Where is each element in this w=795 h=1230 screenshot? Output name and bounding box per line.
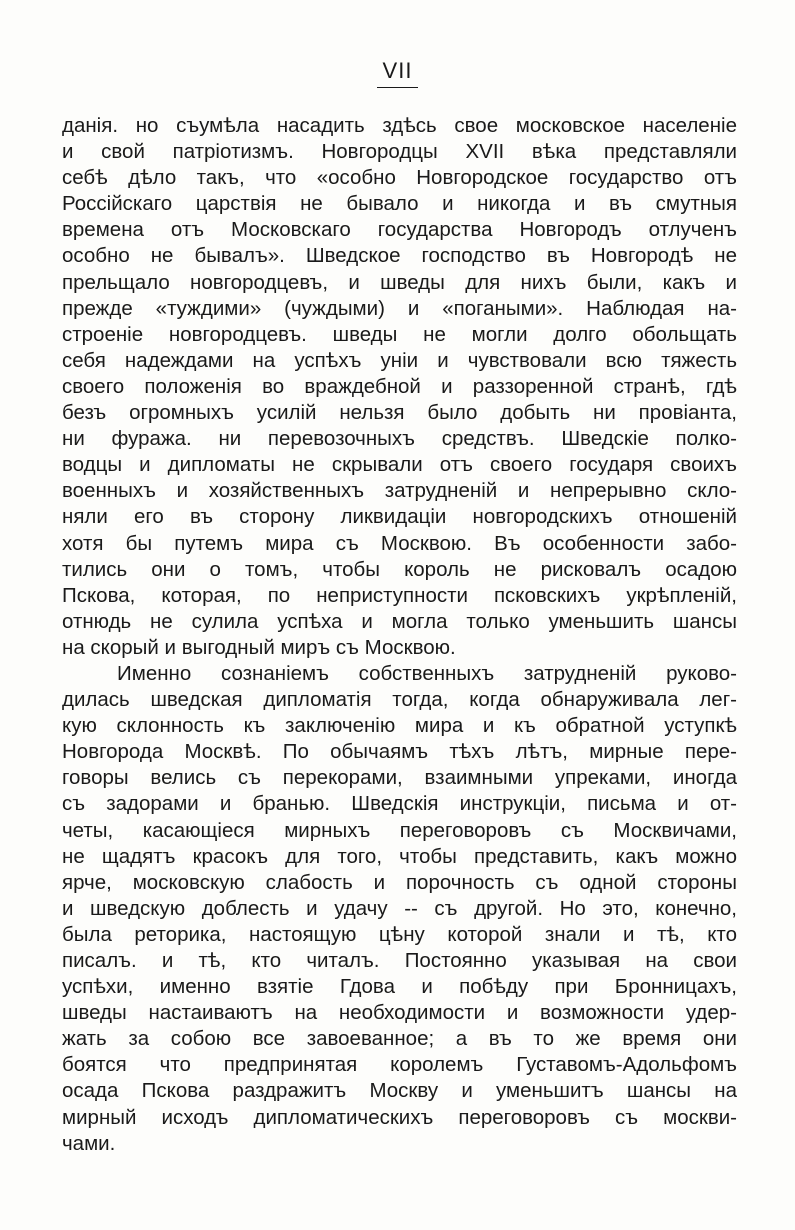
text-line: Именно сознаніемъ собственныхъ затрудненій руково- — [117, 661, 737, 685]
text-line: на скорый и выгодный миръ съ Москвою. — [62, 635, 456, 659]
text-line: мирный исходъ дипломатическихъ переговоровъ съ москви- — [62, 1105, 737, 1129]
text-line: няли его въ сторону ликвидаціи новгородскихъ отношеній — [62, 505, 737, 529]
text-line: безъ огромныхъ усилій нельзя было добыть ни провіанта, — [62, 401, 737, 425]
text-line: себя надеждами на успѣхъ уніи и чувствовали всю тяжесть — [62, 348, 737, 372]
text-line: особно не бывалъ». Шведское господство въ Новгородѣ не — [62, 244, 737, 268]
page-number-label: VII — [377, 58, 419, 88]
body-text — [62, 113, 737, 1157]
text-line: прельщало новгородцевъ, и шведы для нихъ были, какъ и — [62, 270, 737, 294]
text-line: ярче, московскую слабость и порочность съ одной стороны — [62, 870, 737, 894]
text-line: дилась шведская дипломатія тогда, когда обнаруживала лег- — [62, 688, 737, 712]
text-line: кую склонность къ заключенію мира и къ обратной уступкѣ — [62, 714, 737, 738]
text-line: осада Пскова раздражитъ Москву и уменьшитъ шансы на — [62, 1079, 737, 1103]
text-line: и свой патріотизмъ. Новгородцы XVII вѣка представляли — [62, 140, 737, 164]
text-line: строеніе новгородцевъ. шведы не могли долго обольщать — [62, 322, 737, 346]
text-line: себѣ дѣло такъ, что «особно Новгородское государство отъ — [62, 166, 737, 190]
text-line: съ задорами и бранью. Шведскія инструкціи, письма и от- — [62, 792, 737, 816]
text-line: времена отъ Московскаго государства Новгородъ отлученъ — [62, 218, 737, 242]
text-line: и шведскую доблесть и удачу -- съ другой. Но это, конечно, — [62, 896, 737, 920]
text-line: Новгорода Москвѣ. По обычаямъ тѣхъ лѣтъ, мирные пере- — [62, 740, 737, 764]
text-line: ни фуража. ни перевозочныхъ средствъ. Шведскіе полко- — [62, 427, 737, 451]
text-line: жать за собою все завоеванное; а въ то же время они — [62, 1027, 737, 1051]
text-line: четы, касающіеся мирныхъ переговоровъ съ Москвичами, — [62, 818, 737, 842]
text-line: отнюдь не сулила успѣха и могла только уменьшить шансы — [62, 609, 737, 633]
text-line: боятся что предпринятая королемъ Густавомъ-Адольфомъ — [62, 1053, 737, 1077]
text-line: Россійскаго царствія не бывало и никогда и въ смутныя — [62, 192, 737, 216]
text-line: военныхъ и хозяйственныхъ затрудненій и непрерывно скло- — [62, 479, 737, 503]
text-line: Пскова, которая, по неприступности псковскихъ укрѣпленій, — [62, 583, 737, 607]
text-line: чами. — [62, 1131, 116, 1155]
text-line: хотя бы путемъ мира съ Москвою. Въ особенности забо- — [62, 531, 737, 555]
text-line: шведы настаиваютъ на необходимости и возможности удер- — [62, 1001, 737, 1025]
text-line: водцы и дипломаты не скрывали отъ своего государя своихъ — [62, 453, 737, 477]
page-number — [0, 58, 795, 88]
text-line: своего положенія во враждебной и раззоренной странѣ, гдѣ — [62, 374, 737, 398]
text-line: говоры велись съ перекорами, взаимными упреками, иногда — [62, 766, 737, 790]
text-line: писалъ. и тѣ, кто читалъ. Постоянно указывая на свои — [62, 949, 737, 972]
text-line: успѣхи, именно взятіе Гдова и побѣду при Бронницахъ, — [62, 975, 737, 999]
text-line: данія. но съумѣла насадить здѣсь свое московское населеніе — [62, 114, 737, 137]
text-line: была реторика, настоящую цѣну которой знали и тѣ, кто — [62, 922, 737, 946]
text-line: прежде «туждими» (чуждыми) и «погаными». Наблюдая на- — [62, 296, 737, 320]
text-line: не щадятъ красокъ для того, чтобы представить, какъ можно — [62, 844, 737, 868]
text-line: тились они о томъ, чтобы король не рисковалъ осадою — [62, 557, 737, 581]
